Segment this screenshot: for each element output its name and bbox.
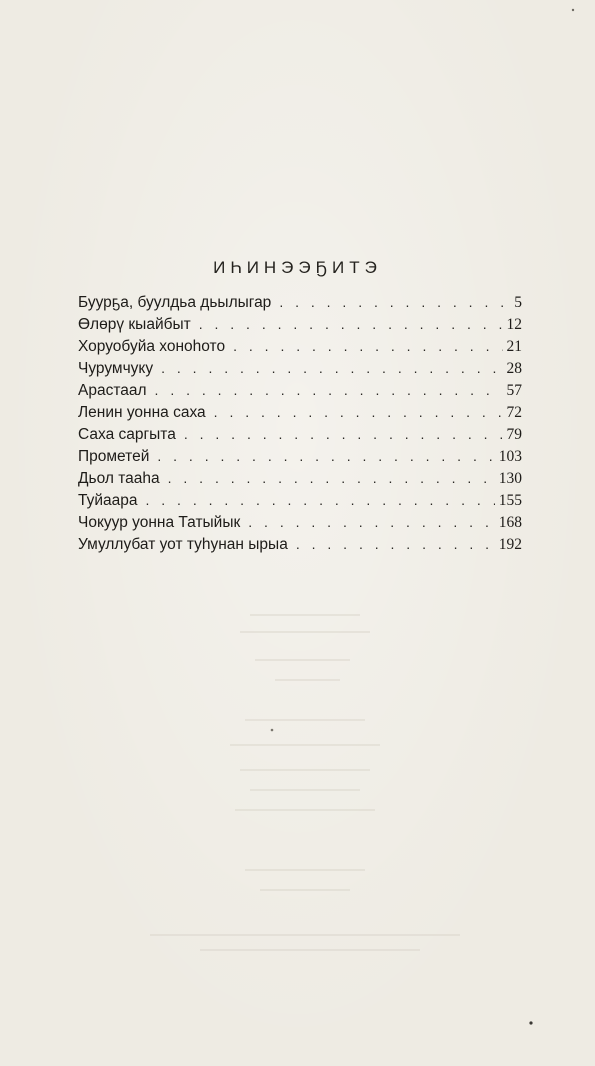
toc-entry[interactable] <box>78 338 522 360</box>
toc-page-number: 130 <box>498 470 522 487</box>
toc-entry[interactable] <box>78 514 522 536</box>
dot-leader <box>184 426 503 442</box>
toc-entry[interactable] <box>78 492 522 514</box>
toc-page-number: 28 <box>506 360 522 377</box>
toc-page-number: 21 <box>506 338 522 355</box>
toc-page-number: 12 <box>506 316 522 333</box>
toc-entry[interactable] <box>78 382 522 404</box>
dot-leader <box>279 294 510 310</box>
toc-entry[interactable] <box>78 426 522 448</box>
toc-entry-title: Прометей <box>78 448 150 465</box>
toc-entry[interactable] <box>78 536 522 558</box>
dot-leader <box>168 470 495 486</box>
toc-page-number: 155 <box>498 492 522 509</box>
toc-page-number: 57 <box>506 382 522 399</box>
toc-entry-title: Чокуур уонна Татыйык <box>78 514 241 531</box>
toc-entry[interactable] <box>78 470 522 492</box>
dot-leader <box>214 404 503 420</box>
toc-page-number: 192 <box>498 536 522 553</box>
toc-entry-title: Ленин уонна саха <box>78 404 206 421</box>
dot-leader <box>155 382 503 398</box>
table-of-contents <box>78 294 522 558</box>
toc-entry-title: Өлөрү кыайбыт <box>78 316 191 333</box>
dot-leader <box>199 316 503 332</box>
toc-entry-title: Саха саргыта <box>78 426 176 443</box>
toc-entry-title: Умуллубат уот туһунан ырыа <box>78 536 288 553</box>
dot-leader <box>161 360 502 376</box>
toc-page-number: 79 <box>506 426 522 443</box>
toc-entry[interactable] <box>78 294 522 316</box>
dot-leader <box>296 536 495 552</box>
dot-leader <box>146 492 495 508</box>
toc-entry-title: Буурҕа, буулдьа дьылыгар <box>78 294 272 311</box>
toc-page-number: 5 <box>514 294 522 311</box>
toc-entry-title: Арастаал <box>78 382 147 399</box>
dot-leader <box>248 514 494 530</box>
toc-entry-title: Хоруобуйа хоноһото <box>78 338 226 355</box>
toc-entry[interactable] <box>78 360 522 382</box>
toc-entry-title: Туйаара <box>78 492 138 509</box>
toc-entry-title: Чурумчуку <box>78 360 154 377</box>
toc-page-number: 103 <box>498 448 522 465</box>
toc-page-number: 168 <box>498 514 522 531</box>
toc-entry[interactable] <box>78 448 522 470</box>
toc-entry-title: Дьол тааһа <box>78 470 160 487</box>
dot-leader <box>233 338 502 354</box>
toc-entry[interactable] <box>78 404 522 426</box>
page-title: ИҺИНЭЭҔИТЭ <box>213 258 382 277</box>
toc-entry[interactable] <box>78 316 522 338</box>
toc-page-number: 72 <box>506 404 522 421</box>
dot-leader <box>157 448 494 464</box>
